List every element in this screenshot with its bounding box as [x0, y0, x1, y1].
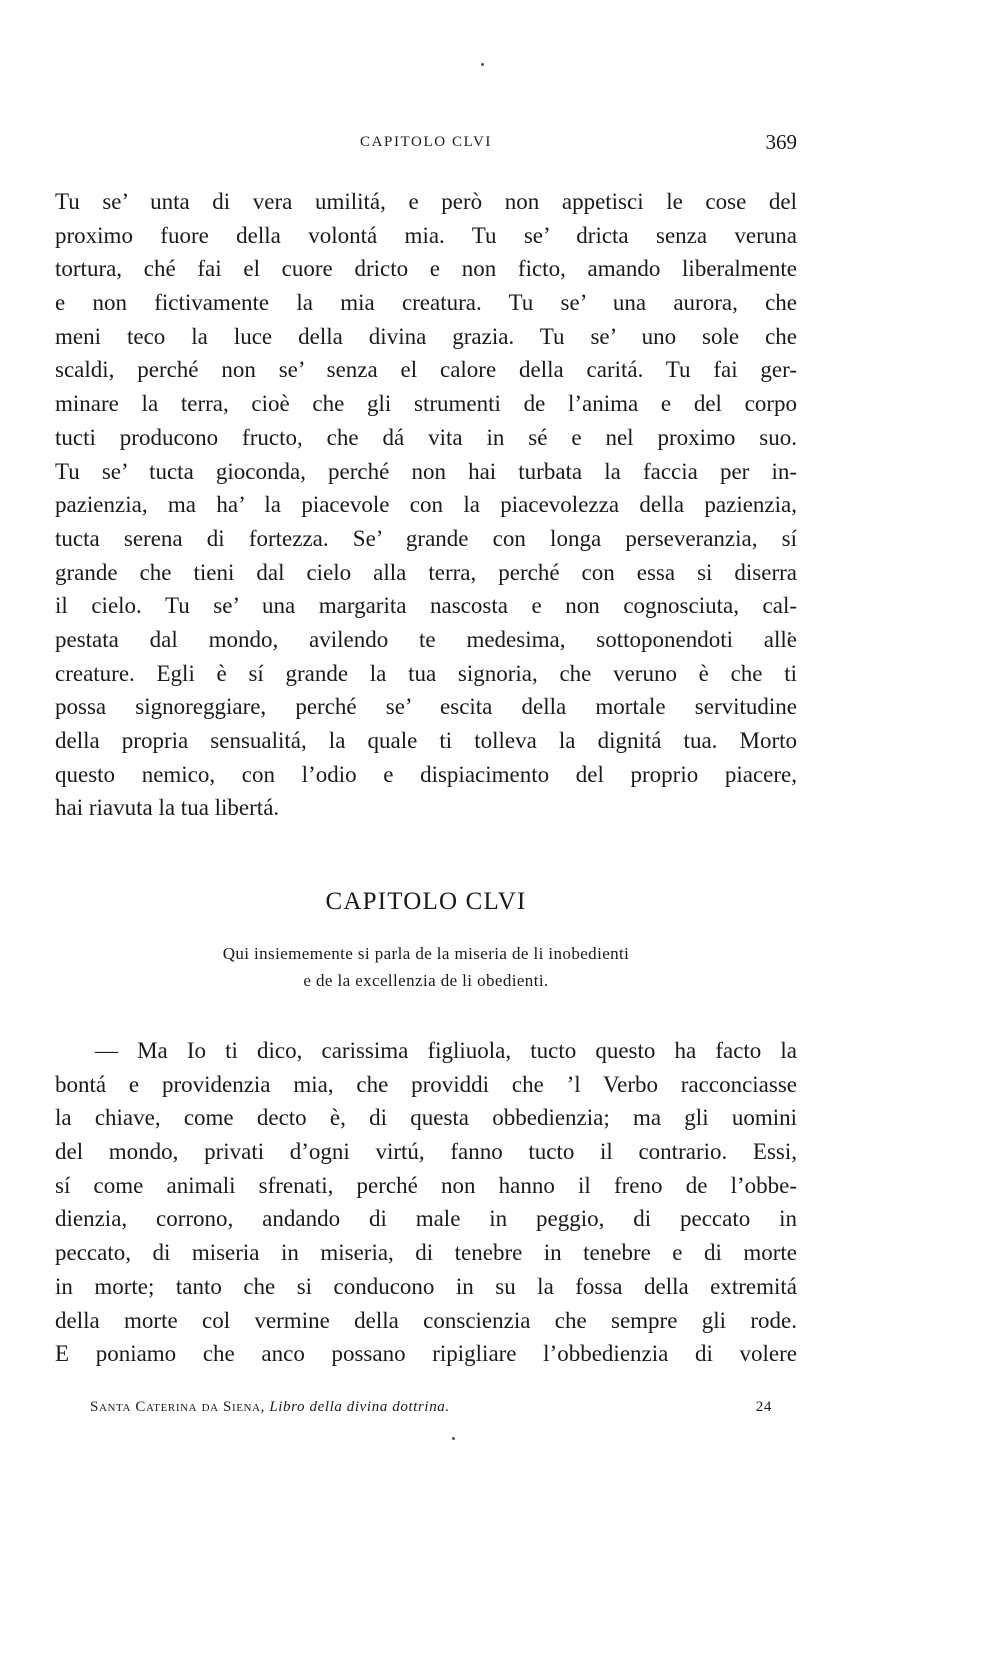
top-paragraph: [55, 185, 797, 825]
running-title: CAPITOLO CLVI: [359, 134, 493, 150]
chapter-heading: CAPITOLO CLVI: [325, 888, 527, 915]
text-line: tucti producono fructo, che dá vita in sé e nel proximo suo.: [55, 424, 797, 450]
page-footer: [90, 1399, 772, 1423]
text-line: tortura, ché fai el cuore dricto e non ficto, amando liberalmente: [55, 256, 797, 282]
text-line: bontá e providenzia mia, che providdi che ’l Verbo racconciasse: [55, 1071, 797, 1097]
summary-line: e de la excellenzia de li obedienti.: [303, 971, 549, 990]
text-line: scaldi, perché non se’ senza el calore della caritá. Tu fai ger-: [55, 357, 797, 383]
text-line: E poniamo che anco possano ripigliare l’obbedienzia di volere: [55, 1341, 797, 1367]
text-line: meni teco la luce della divina grazia. Tu se’ uno sole che: [55, 323, 797, 349]
text-line: Tu se’ unta di vera umilitá, e però non appetisci le cose del: [55, 189, 797, 214]
text-line: proximo fuore della volontá mia. Tu se’ dricta senza veruna: [55, 222, 797, 248]
text-line: della propria sensualitá, la quale ti tolleva la dignitá tua. Morto: [55, 728, 797, 753]
text-line: pestata dal mondo, avilendo te medesima, sottoponendoti alle: [55, 626, 797, 652]
text-line: sí come animali sfrenati, perché non hanno il freno de l’obbe-: [55, 1172, 797, 1198]
text-line: e non fictivamente la mia creatura. Tu se’ una aurora, che: [55, 290, 797, 316]
text-line: minare la terra, cioè che gli strumenti de l’anima e del corpo: [55, 391, 797, 417]
text-line: peccato, di miseria in miseria, di tenebre in tenebre e di morte: [55, 1240, 797, 1266]
signature-mark: 24: [755, 1399, 772, 1415]
scan-speck: [452, 1437, 455, 1440]
chapter-summary: [55, 940, 797, 994]
summary-line: Qui insiememente si parla de la miseria de li inobedienti: [222, 944, 630, 963]
text-line: il cielo. Tu se’ una margarita nascosta e non cognosciuta, cal-: [55, 593, 797, 619]
footer-author: Santa Caterina da Siena,: [90, 1399, 265, 1415]
running-head: [55, 128, 797, 158]
text-line: — Ma Io ti dico, carissima figliuola, tucto questo ha facto la: [95, 1038, 797, 1063]
text-line: la chiave, come decto è, di questa obbedienzia; ma gli uomini: [55, 1105, 797, 1131]
page-number: 369: [765, 130, 797, 154]
text-line: pazienzia, ma ha’ la piacevole con la piacevolezza della pazienzia,: [55, 492, 797, 518]
text-line: hai riavuta la tua libertá.: [55, 795, 280, 821]
text-line: Tu se’ tucta gioconda, perché non hai turbata la faccia per in-: [55, 458, 797, 484]
text-line: creature. Egli è sí grande la tua signoria, che veruno è che ti: [55, 660, 797, 686]
text-line: tucta serena di fortezza. Se’ grande con longa perseveranzia, sí: [55, 525, 797, 551]
scan-speck: [481, 63, 484, 66]
text-line: del mondo, privati d’ogni virtú, fanno tucto il contrario. Essi,: [55, 1139, 797, 1165]
bottom-paragraph: [55, 1034, 797, 1371]
text-line: dienzia, corrono, andando di male in peggio, di peccato in: [55, 1206, 797, 1232]
text-line: in morte; tanto che si conducono in su la fossa della extremitá: [55, 1273, 797, 1299]
text-line: questo nemico, con l’odio e dispiacimento del proprio piacere,: [55, 761, 797, 787]
text-line: grande che tieni dal cielo alla terra, perché con essa si diserra: [55, 559, 797, 585]
text-line: possa signoreggiare, perché se’ escita della mortale servitudine: [55, 694, 797, 720]
text-line: della morte col vermine della conscienzia che sempre gli rode.: [55, 1307, 797, 1333]
footer-title: Libro della divina dottrina.: [269, 1399, 450, 1415]
